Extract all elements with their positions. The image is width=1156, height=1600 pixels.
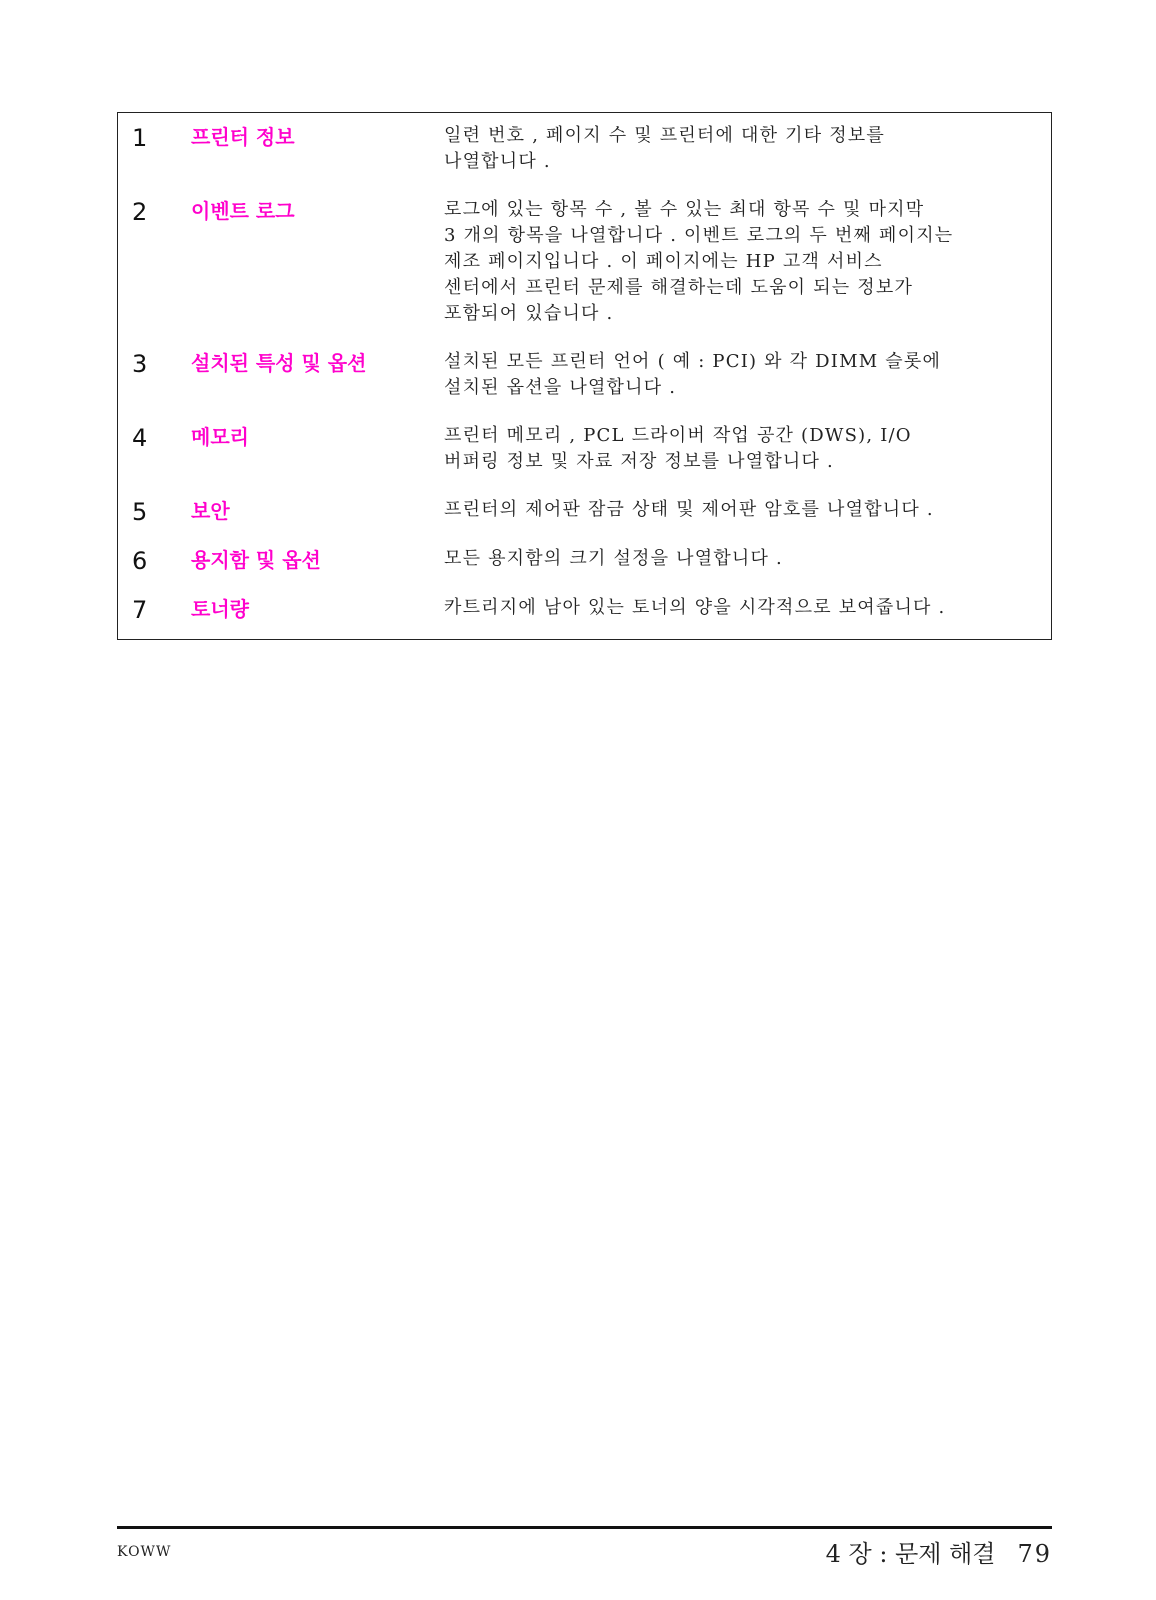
description-line: 설치된 모든 프린터 언어 ( 예 : PCI) 와 각 DIMM 슬롯에 [444, 351, 942, 372]
item-description [444, 197, 1044, 327]
footer-rule [117, 1526, 1052, 1529]
item-description [444, 123, 1044, 175]
description-line: 제조 페이지입니다 . 이 페이지에는 HP 고객 서비스 [444, 251, 883, 272]
description-line: 포함되어 있습니다 . [444, 303, 614, 324]
item-number: 3 [132, 350, 148, 378]
description-line: 나열합니다 . [444, 151, 551, 172]
item-description [444, 497, 1044, 523]
description-line: 로그에 있는 항목 수 , 볼 수 있는 최대 항목 수 및 마지막 [444, 199, 925, 220]
item-number: 5 [132, 498, 148, 526]
item-term: 토너량 [191, 597, 249, 621]
page-number: 79 [1017, 1540, 1052, 1568]
description-line: 버퍼링 정보 및 자료 저장 정보를 나열합니다 . [444, 451, 834, 472]
item-term: 메모리 [191, 425, 249, 449]
item-term: 보안 [191, 499, 230, 523]
item-number: 1 [132, 124, 148, 152]
description-line: 센터에서 프린터 문제를 해결하는데 도움이 되는 정보가 [444, 277, 914, 298]
description-line: 모든 용지함의 크기 설정을 나열합니다 . [444, 548, 783, 569]
info-table [117, 112, 1052, 640]
description-line: 일련 번호 , 페이지 수 및 프린터에 대한 기타 정보를 [444, 125, 885, 146]
item-number: 4 [132, 424, 148, 452]
item-term: 용지함 및 옵션 [191, 548, 321, 572]
footer-locale-code: KOWW [117, 1544, 172, 1560]
item-description [444, 349, 1044, 401]
description-line: 프린터의 제어판 잠금 상태 및 제어판 암호를 나열합니다 . [444, 499, 934, 520]
item-term: 프린터 정보 [191, 125, 295, 149]
item-description [444, 423, 1044, 475]
description-line: 프린터 메모리 , PCL 드라이버 작업 공간 (DWS), I/O [444, 425, 912, 446]
item-term: 이벤트 로그 [191, 199, 295, 223]
item-term: 설치된 특성 및 옵션 [191, 351, 367, 375]
item-number: 7 [132, 596, 148, 624]
description-line: 3 개의 항목을 나열합니다 . 이벤트 로그의 두 번째 페이지는 [444, 225, 954, 246]
description-line: 설치된 옵션을 나열합니다 . [444, 377, 677, 398]
description-line: 카트리지에 남아 있는 토너의 양을 시각적으로 보여줍니다 . [444, 597, 946, 618]
item-description [444, 546, 1044, 572]
footer-page-info [826, 1534, 1052, 1569]
item-description [444, 595, 1044, 621]
item-number: 2 [132, 198, 148, 226]
item-number: 6 [132, 547, 148, 575]
footer-chapter: 4 장 : 문제 해결 [825, 1540, 996, 1568]
